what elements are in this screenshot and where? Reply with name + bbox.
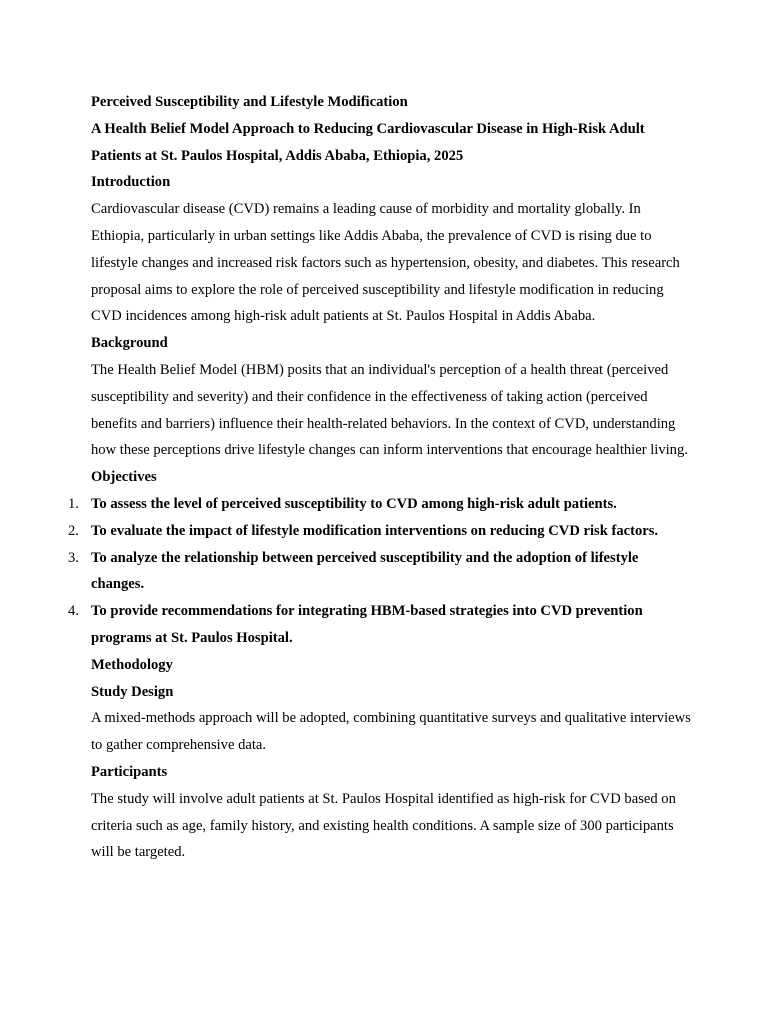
- objective-item: [68, 518, 691, 545]
- objective-text: To evaluate the impact of lifestyle modification interventions on reducing CVD risk factors.: [91, 522, 659, 539]
- objective-number: 4.: [68, 603, 79, 620]
- objective-item: [68, 491, 691, 518]
- methodology-heading: Methodology: [91, 656, 173, 673]
- participants-heading: Participants: [91, 763, 168, 780]
- objective-item: [68, 545, 691, 599]
- objective-number: 1.: [68, 495, 79, 512]
- objectives-list: [68, 491, 691, 652]
- introduction-heading: Introduction: [91, 174, 171, 191]
- objectives-heading: Objectives: [91, 469, 157, 486]
- objective-item: [68, 598, 691, 652]
- document-title: Perceived Susceptibility and Lifestyle Modification: [91, 94, 408, 110]
- objective-number: 2.: [68, 522, 79, 539]
- study-design-body: A mixed-methods approach will be adopted, combining quantitative surveys and qualitative interviews to gather comprehensive data.: [91, 710, 691, 754]
- participants-body: The study will involve adult patients at St. Paulos Hospital identified as high-risk for CVD based on criteria such as age, family history, and existing health conditions. A sample size of 300 participants will be targeted.: [91, 790, 676, 861]
- objective-text: To assess the level of perceived susceptibility to CVD among high-risk adult patients.: [91, 495, 617, 512]
- study-design-heading: Study Design: [91, 683, 174, 700]
- background-body: The Health Belief Model (HBM) posits that an individual's perception of a health threat (perceived susceptibility and severity) and their confidence in the effectiveness of taking action (perceived benefits and barriers) influence their health-related behaviors. In the context of CVD, understanding how these perceptions drive lifestyle changes can inform interventions that encourage healthier living.: [91, 361, 688, 459]
- background-heading: Background: [91, 335, 168, 352]
- objective-text: To provide recommendations for integrating HBM-based strategies into CVD prevention programs at St. Paulos Hospital.: [91, 603, 643, 646]
- document-content: [68, 89, 691, 866]
- introduction-body: Cardiovascular disease (CVD) remains a leading cause of morbidity and mortality globally. In Ethiopia, particularly in urban settings like Addis Ababa, the prevalence of CVD is rising due to lifestyle changes and increased risk factors such as hypertension, obesity, and diabetes. This research proposal aims to explore the role of perceived susceptibility and lifestyle modification in reducing CVD incidences among high-risk adult patients at St. Paulos Hospital in Addis Ababa.: [91, 201, 680, 325]
- objective-number: 3.: [68, 549, 79, 566]
- objective-text: To analyze the relationship between perceived susceptibility and the adoption of lifestyle changes.: [91, 549, 639, 593]
- document-subtitle: A Health Belief Model Approach to Reducing Cardiovascular Disease in High-Risk Adult Patients at St. Paulos Hospital, Addis Ababa, Ethiopia, 2025: [91, 120, 645, 164]
